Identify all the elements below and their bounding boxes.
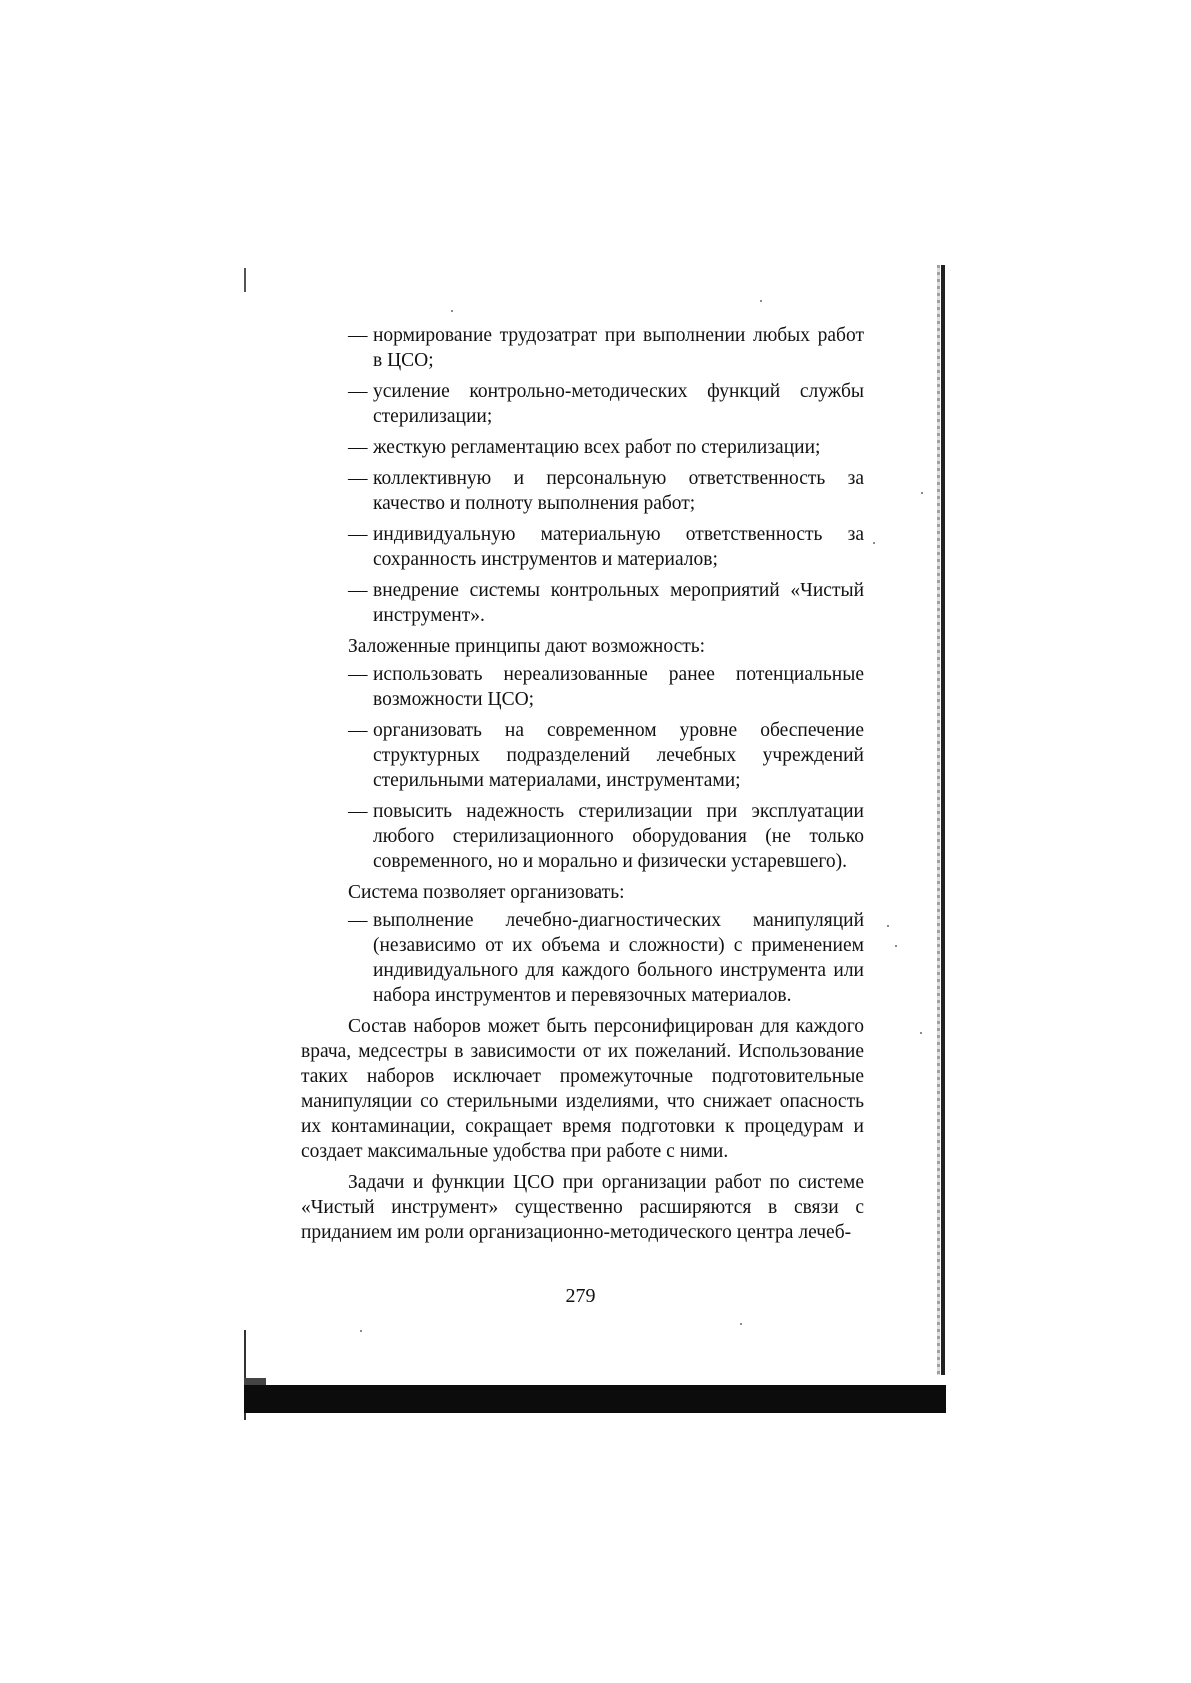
list-item-text: выполнение лечебно-диагностических манипуляций (независимо от их объема и сложности) с применением индивидуального для каждого больного инструмента или набора инструментов и перевязочных материалов. bbox=[373, 910, 864, 1006]
list-dash: — bbox=[348, 720, 368, 741]
scan-speck bbox=[887, 925, 889, 927]
list-item bbox=[348, 908, 864, 1008]
list-dash: — bbox=[348, 325, 368, 346]
bottom-band bbox=[244, 1385, 946, 1413]
list-item-text: жесткую регламентацию всех работ по стерилизации; bbox=[373, 437, 821, 458]
list-dash: — bbox=[348, 801, 368, 822]
scan-speck bbox=[921, 492, 923, 494]
page-edge-right-shadow bbox=[937, 265, 940, 1375]
list-item-text: коллективную и персональную ответственность за качество и полноту выполнения работ; bbox=[373, 468, 864, 514]
list-dash: — bbox=[348, 468, 368, 489]
list-item bbox=[348, 522, 864, 572]
list-dash: — bbox=[348, 437, 368, 458]
scan-speck bbox=[760, 300, 762, 302]
list-item-text: индивидуальную материальную ответственность за сохранность инструментов и материалов; bbox=[373, 524, 864, 570]
list-item bbox=[348, 799, 864, 874]
list-dash: — bbox=[348, 910, 368, 931]
list-item bbox=[348, 662, 864, 712]
list-intro: Система позволяет организовать: bbox=[348, 882, 625, 903]
list-item-text: повысить надежность стерилизации при эксплуатации любого стерилизационного оборудования (не только современного, но и морально и физически устаревшего). bbox=[373, 801, 864, 872]
list-item-text: использовать нереализованные ранее потенциальные возможности ЦСО; bbox=[373, 664, 864, 710]
list-dash: — bbox=[348, 664, 368, 685]
list-item-text: внедрение системы контрольных мероприятий «Чистый инструмент». bbox=[373, 580, 864, 626]
list-item-text: организовать на современном уровне обеспечение структурных подразделений лечебных учреждений стерильными материалами, инструментами; bbox=[373, 720, 864, 791]
list-item bbox=[348, 435, 864, 460]
body-paragraph: Задачи и функции ЦСО при организации работ по системе «Чистый инструмент» существенно расширяются в связи с приданием им роли организационно-методического центра лечеб- bbox=[301, 1172, 864, 1243]
scan-speck bbox=[920, 1032, 922, 1034]
list-item bbox=[348, 718, 864, 793]
list-dash: — bbox=[348, 580, 368, 601]
list-item bbox=[348, 323, 864, 373]
list-item bbox=[348, 578, 864, 628]
page-number: 279 bbox=[565, 1285, 596, 1307]
scan-speck bbox=[873, 542, 875, 544]
body-paragraph: Состав наборов может быть персонифицирован для каждого врача, медсестры в зависимости от их пожеланий. Использование таких наборов исключает промежуточные подготовительные манипуляции со стерильными изделиями, что снижает опасность их контаминации, сокращает время подготовки к процедурам и создает максимальные удобства при работе с ними. bbox=[301, 1016, 864, 1162]
list-item-text: нормирование трудозатрат при выполнении любых работ в ЦСО; bbox=[373, 325, 864, 371]
list-item bbox=[348, 379, 864, 429]
page-body bbox=[301, 323, 864, 1245]
list-item-text: усиление контрольно-методических функций службы стерилизации; bbox=[373, 381, 864, 427]
scan-speck bbox=[740, 1323, 742, 1325]
scan-speck bbox=[451, 310, 453, 312]
scan-speck bbox=[895, 945, 897, 947]
list-item bbox=[348, 466, 864, 516]
page-edge-right bbox=[941, 265, 945, 1375]
list-dash: — bbox=[348, 381, 368, 402]
scan-left-tick bbox=[244, 268, 246, 292]
list-dash: — bbox=[348, 524, 368, 545]
list-intro: Заложенные принципы дают возможность: bbox=[348, 636, 706, 657]
scan-speck bbox=[360, 1330, 362, 1332]
